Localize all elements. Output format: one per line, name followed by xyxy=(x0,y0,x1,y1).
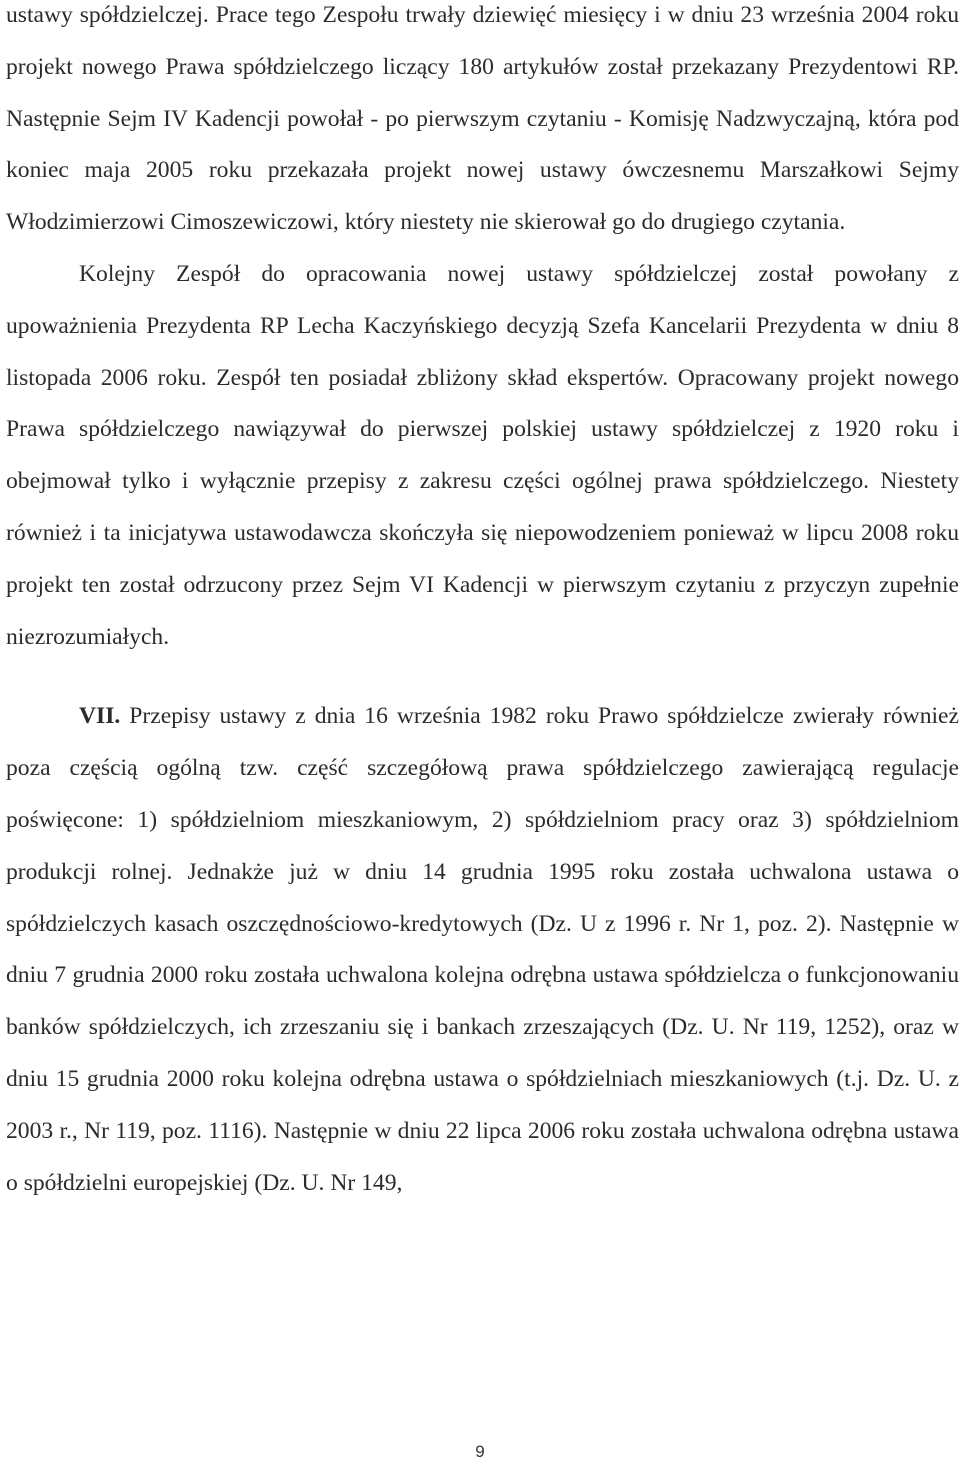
document-page xyxy=(6,0,959,1209)
paragraph-new-team: Kolejny Zespół do opracowania nowej ustawy spółdzielczej został powołany z upoważnienia Prezydenta RP Lecha Kaczyńskiego decyzją Szefa Kancelarii Prezydenta w dniu 8 listopada 2006 roku. Zespół ten posiadał zbliżony skład ekspertów. Opracowany projekt nowego Prawa spółdzielczego nawiązywał do pierwszej polskiej ustawy spółdzielczej z 1920 roku i obejmował tylko i wyłącznie przepisy z zakresu części ogólnej prawa spółdzielczego. Niestety również i ta inicjatywa ustawodawcza skończyła się niepowodzeniem ponieważ w lipcu 2008 roku projekt ten został odrzucony przez Sejm VI Kadencji w pierwszym czytaniu z przyczyn zupełnie niezrozumiałych. xyxy=(6,260,959,650)
section-text: Przepisy ustawy z dnia 16 września 1982 roku Prawo spółdzielcze zwierały również poza częścią ogólną tzw. część szczegółową prawa spółdzielczego zawierającą regulacje poświęcone: 1) spółdzielniom mieszkaniowym, 2) spółdzielniom pracy oraz 3) spółdzielniom produkcji rolnej. Jednakże już w dniu 14 grudnia 1995 roku została uchwalona ustawa o spółdzielczych kasach oszczędnościowo-kredytowych (Dz. U z 1996 r. Nr 1, poz. 2). Następnie w dniu 7 grudnia 2000 roku została uchwalona kolejna odrębna ustawa spółdzielcza o funkcjonowaniu banków spółdzielczych, ich zrzeszaniu się i bankach zrzeszających (Dz. U. Nr 119, 1252), oraz w dniu 15 grudnia 2000 roku kolejna odrębna ustawa o spółdzielniach mieszkaniowych (t.j. Dz. U. z 2003 r., Nr 119, poz. 1116). Następnie w dniu 22 lipca 2006 roku została uchwalona odrębna ustawa o spółdzielni europejskiej (Dz. U. Nr 149, xyxy=(6,703,959,1196)
paragraph-section-vii xyxy=(6,691,959,1209)
page-number: 9 xyxy=(475,1442,485,1461)
paragraph-continuation: ustawy spółdzielczej. Prace tego Zespołu trwały dziewięć miesięcy i w dniu 23 września 2004 roku projekt nowego Prawa spółdzielczego liczący 180 artykułów został przekazany Prezydentowi RP. Następnie Sejm IV Kadencji powołał - po pierwszym czytaniu - Komisję Nadzwyczajną, która pod koniec maja 2005 roku przekazała projekt nowej ustawy ówczesnemu Marszałkowi Sejmy Włodzimierzowi Cimoszewiczowi, który niestety nie skierował go do drugiego czytania. xyxy=(6,2,959,236)
section-number: VII. xyxy=(79,703,121,730)
